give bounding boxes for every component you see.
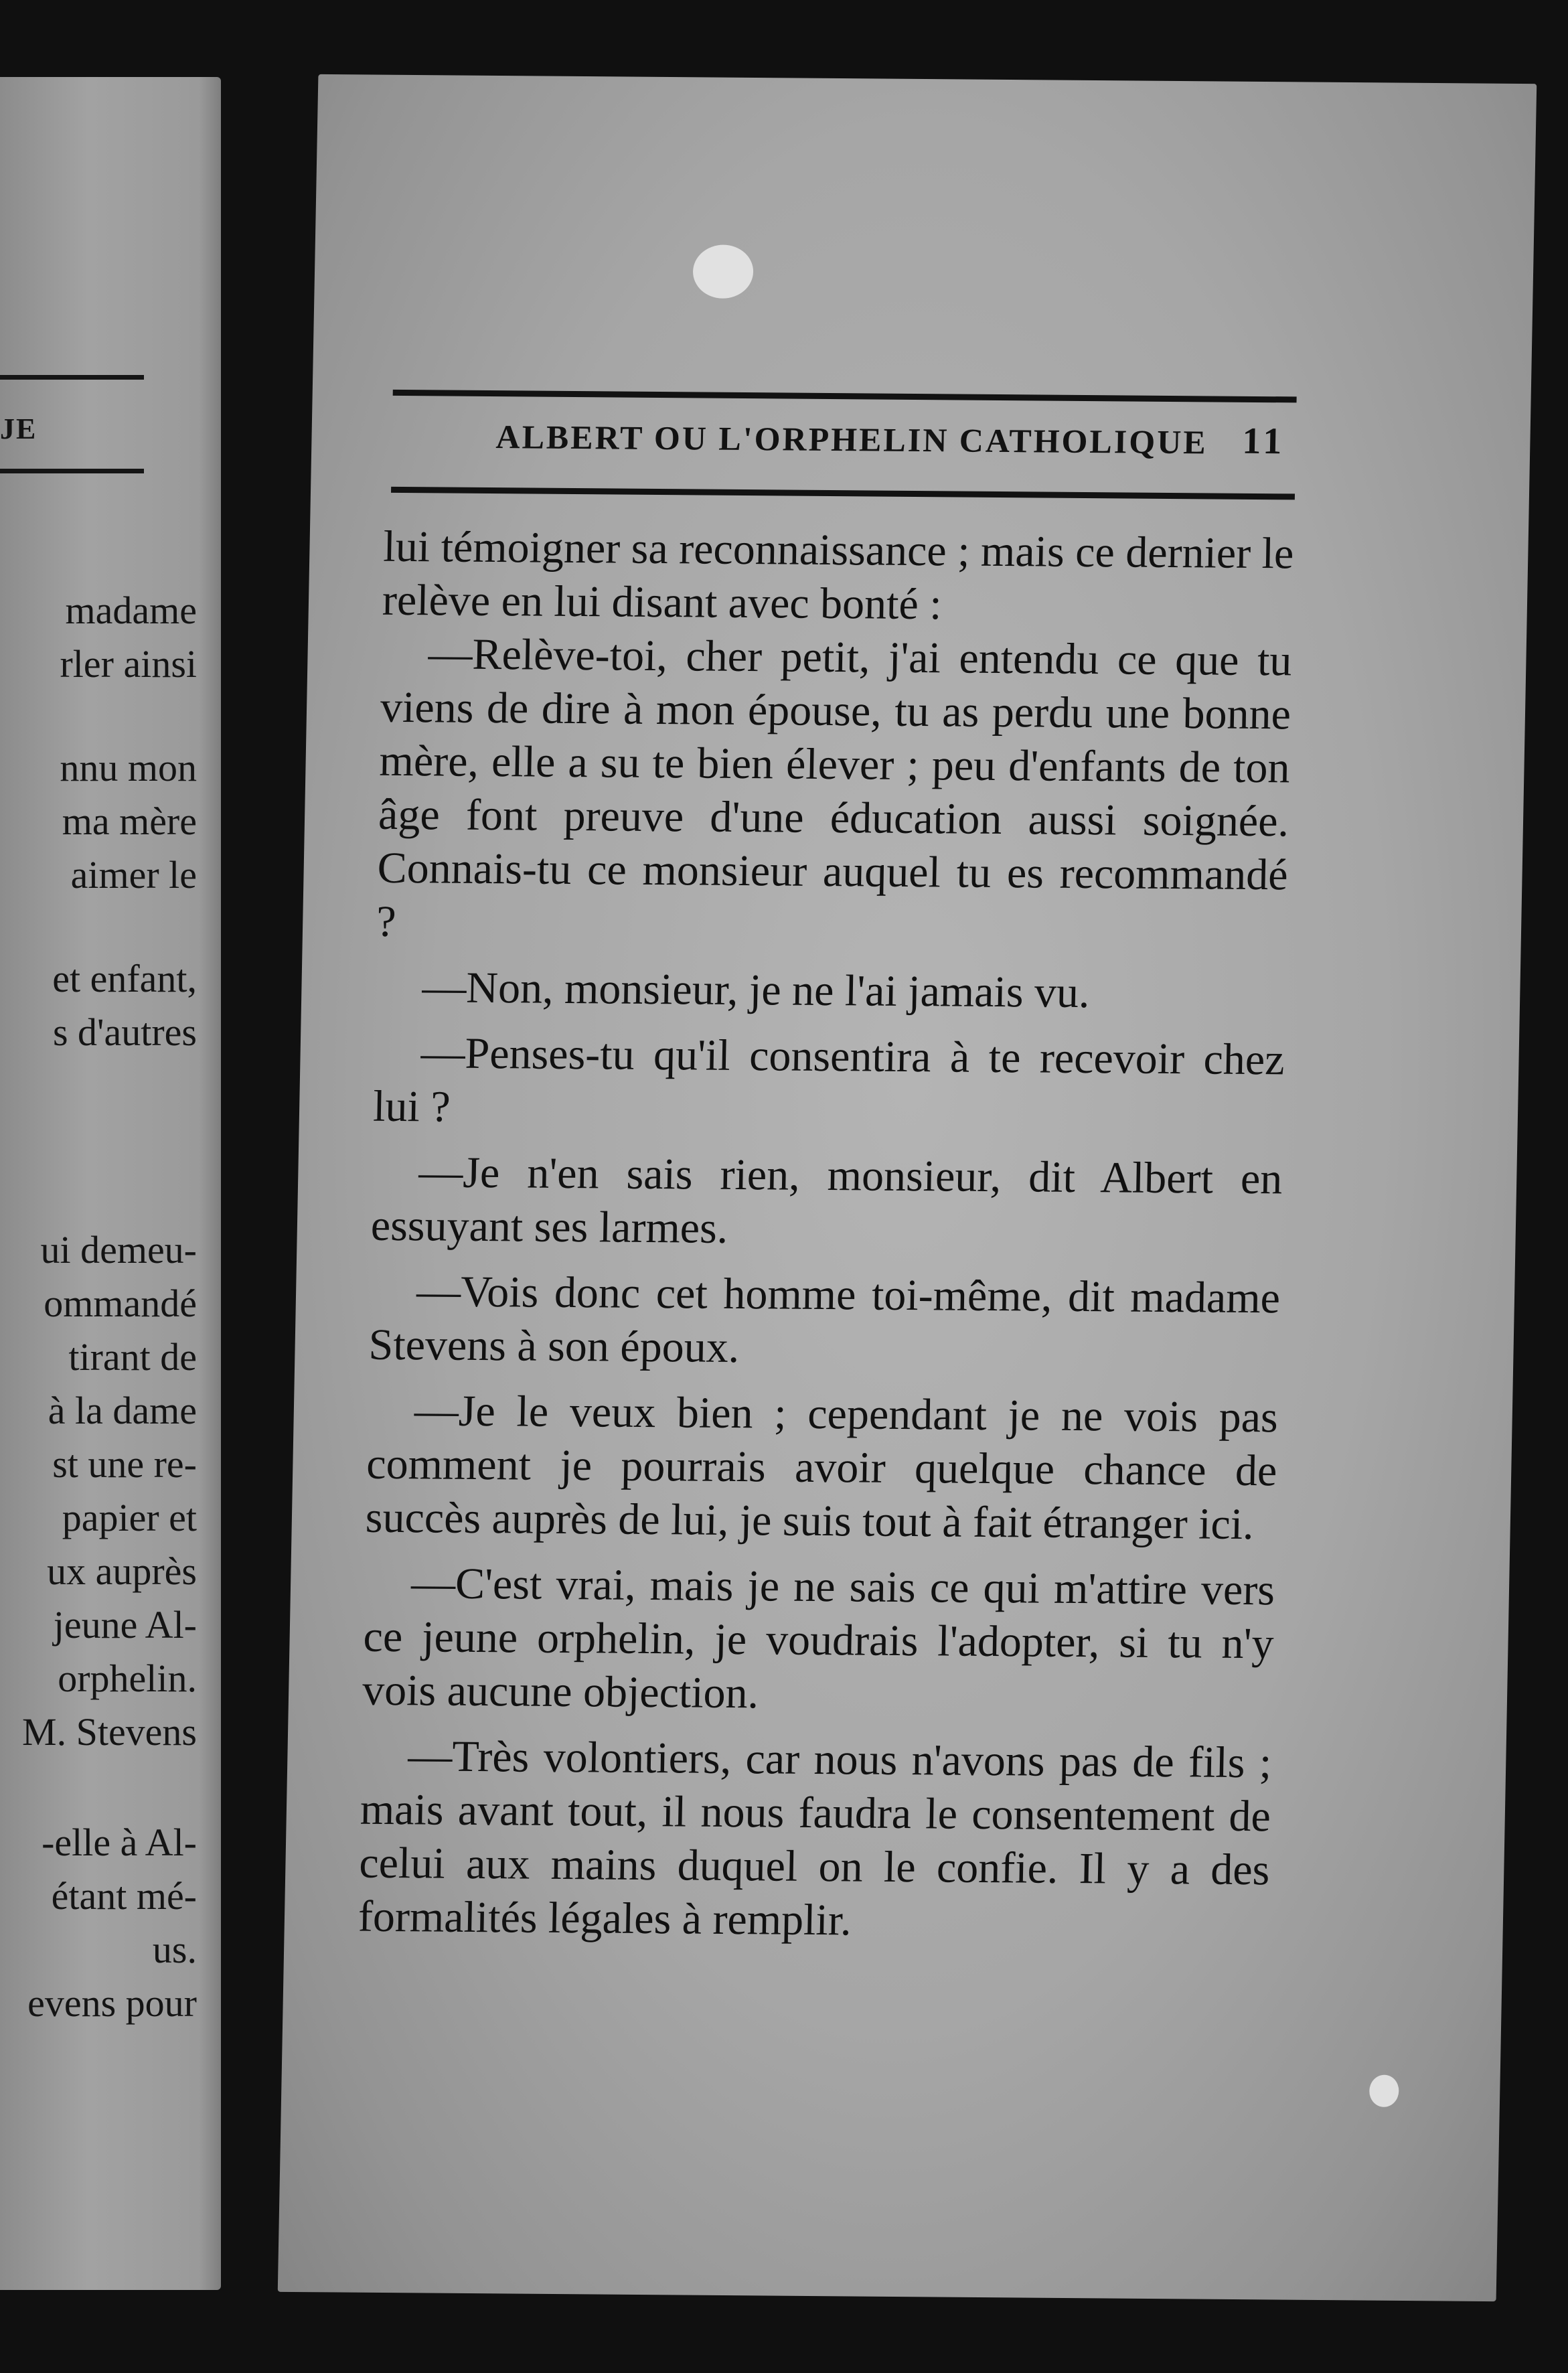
left-text-line: st une re- (52, 1442, 197, 1486)
paragraph: —Je n'en sais rien, monsieur, dit Albert en essuyant ses larmes. (370, 1148, 1283, 1253)
left-text-line: s d'autres (52, 1010, 197, 1054)
left-text-line: -elle à Al- (42, 1821, 197, 1864)
left-text-line: us. (152, 1928, 197, 1971)
header-rule-bottom (391, 487, 1295, 500)
left-text-line: aimer le (70, 853, 197, 897)
left-header-rule-top (0, 375, 144, 380)
left-text-line: papier et (62, 1496, 197, 1539)
left-running-title-fragment: JE (0, 412, 37, 445)
left-text-line: ux auprès (47, 1549, 197, 1593)
paragraph: —Penses-tu qu'il consentira à te recevoir chez lui ? (372, 1028, 1285, 1132)
paragraph: lui témoigner sa reconnaissance ; mais ce dernier le relève en lui disant avec bonté : (382, 522, 1295, 629)
page-number: 11 (1241, 420, 1286, 463)
paragraph: —Je le veux bien ; cependant je ne vois pas comment je pourrais avoir quelque chance de succès auprès de lui, je suis tout à fait étranger ici. (365, 1386, 1279, 1549)
paragraph: —Vois donc cet homme toi-même, dit madame Stevens à son époux. (368, 1267, 1281, 1373)
left-text-line: ommandé (44, 1282, 197, 1325)
paper-blemish (1369, 2075, 1399, 2107)
paragraph: —Très volontiers, car nous n'avons pas de fils ; mais avant tout, il nous faudra le consentement de celui aux mains duquel on le confie. Il y a des formalités légales à remplir. (358, 1732, 1272, 1945)
paper-blemish (692, 244, 753, 299)
body-text (358, 520, 1294, 1951)
paragraph: —Relève-toi, cher petit, j'ai entendu ce que tu viens de dire à mon épouse, tu as perdu une bonne mère, elle a su te bien élever ; peu d'enfants de ton âge font preuve d'une éducation aussi soignée. Connais-tu ce monsieur auquel tu es recommandé ? (376, 629, 1293, 946)
left-text-line: M. Stevens (22, 1710, 197, 1754)
running-title: ALBERT OU L'ORPHELIN CATHOLIQUE (495, 418, 1208, 461)
left-text-line: à la dame (48, 1389, 197, 1432)
left-text-line: nnu mon (60, 746, 197, 789)
left-text-line: madame (65, 589, 197, 632)
left-text-line: jeune Al- (53, 1603, 197, 1647)
left-text-line: ui demeu- (40, 1228, 197, 1272)
left-text-line: étant mé- (51, 1874, 197, 1918)
left-text-line: et enfant, (52, 957, 197, 1000)
left-text-line: tirant de (68, 1335, 197, 1379)
right-page (278, 74, 1537, 2301)
header-rule-top (393, 390, 1297, 403)
left-text-line: rler ainsi (60, 642, 197, 686)
paragraph: —C'est vrai, mais je ne sais ce qui m'attire vers ce jeune orphelin, je voudrais l'adopter, si tu n'y vois aucune objection. (362, 1559, 1275, 1718)
left-header-rule-bottom (0, 469, 144, 473)
left-text-line: ma mère (62, 799, 197, 843)
left-text-line: evens pour (27, 1981, 197, 2025)
paragraph: —Non, monsieur, je ne l'ai jamais vu. (421, 963, 1091, 1018)
left-page (0, 77, 221, 2290)
left-text-line: orphelin. (58, 1657, 197, 1700)
